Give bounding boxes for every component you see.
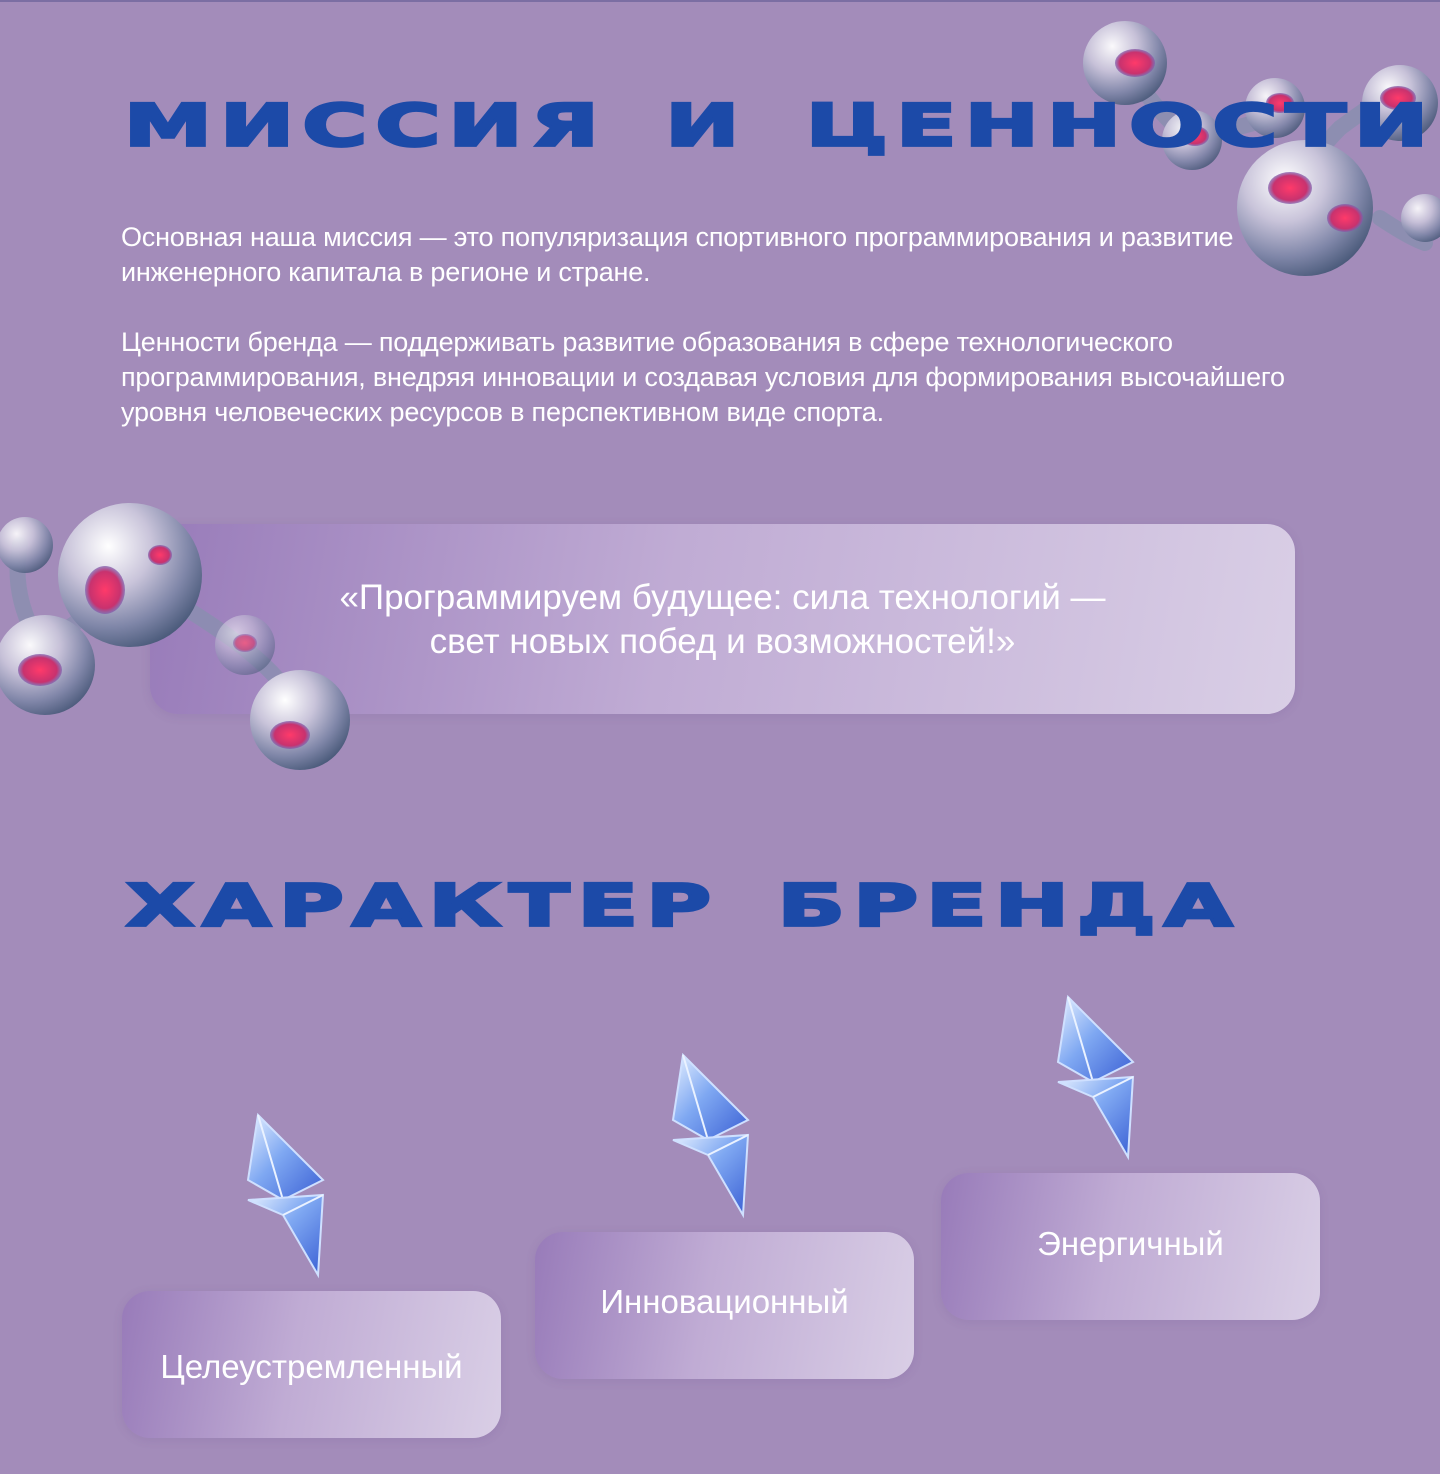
trait-card-purposeful (122, 1291, 501, 1438)
crystal-icon (1048, 992, 1148, 1162)
mission-heading: МИССИЯ И ЦЕННОСТИ (124, 93, 1437, 161)
slogan-line-2: свет новых побед и возможностей!» (429, 622, 1016, 661)
crystal-icon (663, 1050, 763, 1220)
molecule-icon (0, 495, 360, 785)
slogan-line-1: «Программируем будущее: сила технологий — (339, 578, 1106, 617)
trait-label: Энергичный (1037, 1225, 1224, 1262)
trait-label: Инновационный (600, 1283, 849, 1320)
trait-label: Целеустремленный (160, 1348, 463, 1385)
values-paragraph: Ценности бренда — поддерживать развитие образования в сфере технологического программирования, внедряя инновации и создавая условия для формирования высочайшего уровня человеческих ресурсов в перспективном виде спорта. (121, 327, 1285, 427)
character-heading: ХАРАКТЕР БРЕНДА (126, 873, 1241, 941)
crystal-icon (238, 1110, 338, 1280)
mission-paragraph: Основная наша миссия — это популяризация спортивного программирования и развитие инженерного капитала в регионе и стране. (121, 222, 1234, 287)
trait-card-energetic (941, 1173, 1320, 1320)
top-divider (0, 0, 1440, 2)
trait-card-innovative (535, 1232, 914, 1379)
